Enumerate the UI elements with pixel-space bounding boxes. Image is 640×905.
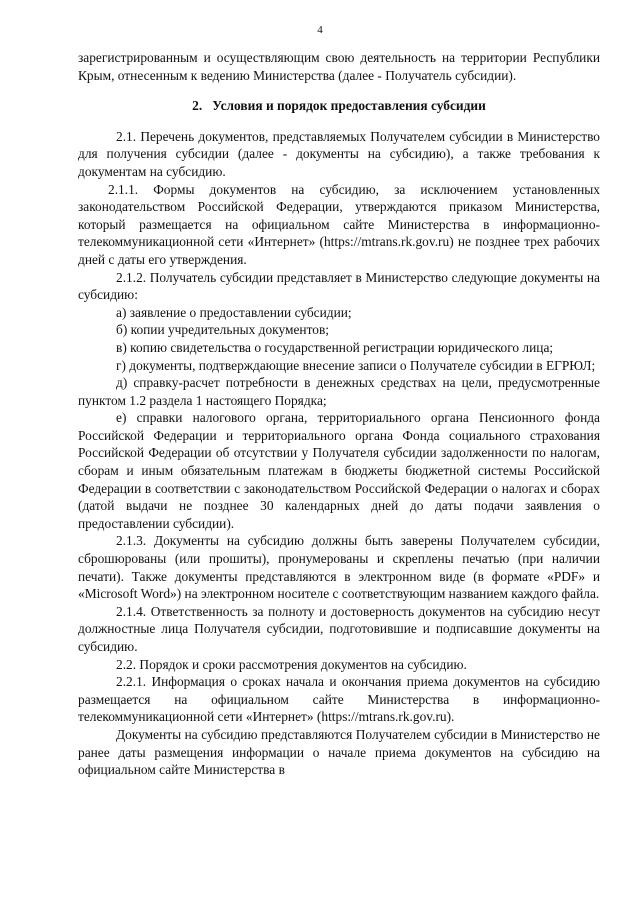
list-item-v: в) копию свидетельства о государственной регистрации юридического лица;: [116, 339, 554, 355]
list-item-g: г) документы, подтверждающие внесение записи о Получателе субсидии в ЕГРЮЛ;: [116, 357, 596, 373]
paragraph-documents-submission: Документы на субсидию представляются Получателем субсидии в Министерство не ранее даты размещения информации о начале приема документов на субсидию на официальном сайте Министерства в: [78, 726, 600, 778]
section-heading-number: 2.: [192, 98, 203, 114]
list-item-e: е) справки налогового органа, территориального органа Пенсионного фонда Российской Федерации и территориального органа Фонда социального страхования Российской Федерации об отсутствии у Получателя субсидии задолженности по налогам, сборам и иным обязательным платежам в бюджеты бюджетной системы Российской Федерации в соответствии с законодательством Российской Федерации о налогах и сборах (датой выдачи не позднее 30 календарных дней до даты подачи заявления о предоставлении субсидии).: [78, 410, 600, 531]
page-number: 4: [317, 24, 323, 36]
paragraph-2-1-3: 2.1.3. Документы на субсидию должны быть заверены Получателем субсидии, сброшюрованы (или прошиты), пронумерованы и скреплены печатью (при наличии печати). Также документы представляются в электронном виде (в формате «PDF» и «Microsoft Word») на электронном носителе с соответствующим названием каждого файла.: [78, 533, 600, 602]
list-item-b: б) копии учредительных документов;: [116, 322, 329, 338]
page-content: [78, 49, 600, 779]
list-item-d: д) справку-расчет потребности в денежных средствах на цели, предусмотренные пунктом 1.2 раздела 1 настоящего Порядка;: [78, 375, 600, 408]
paragraph-2-1: 2.1. Перечень документов, представляемых Получателем субсидии в Министерство для получения субсидии (далее - документы на субсидию), а также требования к документам на субсидию.: [78, 128, 600, 179]
section-heading-text: Условия и порядок предоставления субсидии: [212, 98, 486, 114]
paragraph-2-1-4: 2.1.4. Ответственность за полноту и достоверность документов на субсидию несут должностные лица Получателя субсидии, подготовившие и подписавшие документы на субсидию.: [78, 603, 600, 654]
paragraph-2-2: 2.2. Порядок и сроки рассмотрения документов на субсидию.: [116, 656, 467, 672]
paragraph-2-2-1: 2.2.1. Информация о сроках начала и окончания приема документов на субсидию размещается на официальном сайте Министерства в информационно-телекоммуникационной сети «Интернет» (https://mtrans.rk.gov.ru).: [78, 674, 600, 725]
list-item-a: а) заявление о предоставлении субсидии;: [116, 304, 352, 320]
paragraph-2-1-2: 2.1.2. Получатель субсидии представляет в Министерство следующие документы на субсидию:: [78, 269, 600, 303]
paragraph-continuation: зарегистрированным и осуществляющим свою деятельность на территории Республики Крым, отнесенным к ведению Министерства (далее - Получатель субсидии).: [78, 50, 600, 83]
paragraph-2-1-1: 2.1.1. Формы документов на субсидию, за исключением установленных законодательством Российской Федерации, утверждаются приказом Министерства, который размещается на официальном сайте Министерства в информационно-телекоммуникационной сети «Интернет» (https://mtrans.rk.gov.ru) не позднее трех рабочих дней с даты его утверждения.: [78, 181, 600, 267]
section-heading: [78, 97, 600, 115]
